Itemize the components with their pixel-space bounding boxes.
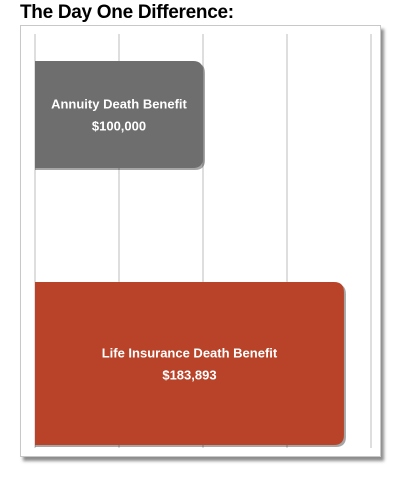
bar-value-label: $100,000 <box>91 118 147 134</box>
bar-category-label: Annuity Death Benefit <box>51 96 187 112</box>
bar-annuity-death-benefit <box>35 61 203 168</box>
bar-life-insurance-death-benefit <box>35 282 344 445</box>
bar-category-label: Life Insurance Death Benefit <box>101 345 278 361</box>
chart-title: The Day One Difference: <box>20 2 234 23</box>
bar-chart <box>21 26 380 456</box>
bar-value-label: $183,893 <box>162 367 217 383</box>
chart-frame <box>20 25 381 457</box>
